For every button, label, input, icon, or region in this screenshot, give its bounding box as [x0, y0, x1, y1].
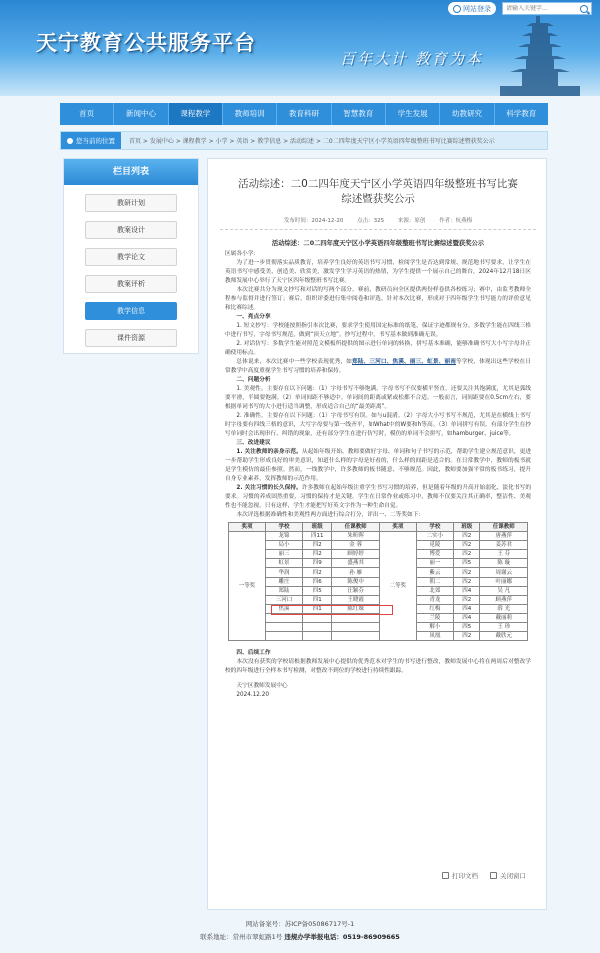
printer-icon	[442, 872, 449, 879]
table-cell: 孙 雁	[332, 568, 379, 577]
article-body	[225, 239, 531, 700]
site-header	[0, 0, 600, 96]
table-cell: 凤凰	[416, 632, 453, 641]
table-cell: 虹景	[266, 559, 303, 568]
icp-record: 网站备案号：苏ICP备05086717号-1	[245, 920, 355, 928]
paragraph: 1. 关注教师的亲身示范。从起始年级开始，教师要做好字母、单词和句子书写的示范，帮助学生建立规范意识，更进一步帮助学生形成良好的审美意识，知道什么样的字母是好看的，什么样的间距是适合的。在日常教学中，教师的板书就是学生模仿的最佳参照。然而，一线教学中，许多教师的板书随意、不够规范。因此，教师要加强平常的板书练习，提升自身专业素养，发挥教师的示范作用。	[225, 449, 532, 482]
section-heading: 三、改进建议	[236, 440, 271, 446]
col-header: 奖项	[229, 523, 266, 532]
article-tools	[442, 871, 526, 880]
table-cell: 丽三	[266, 550, 303, 559]
nav-item-preschool[interactable]: 幼教研究	[440, 103, 494, 125]
awards-table	[228, 522, 528, 641]
table-cell: 四1	[303, 595, 332, 604]
table-row	[229, 532, 528, 541]
sidebar-item-plan[interactable]: 教研计划	[85, 194, 177, 212]
location-label: 您当前的位置	[61, 132, 121, 149]
table-cell: 顾婷婷	[332, 550, 379, 559]
table-cell: 四2	[453, 568, 480, 577]
table-cell: 四9	[303, 559, 332, 568]
paragraph: 2. 准确性。主要存在以下问题：（1）字母书写有误。如与u混淆。（2）字母大小写书写不规范，尤其是在横线上书写时字母要有四线三格的意识，大写字母要与第一线齐平，如What中的W要和h等高。（3）单词拼写有误。有部分学生在抄写单词时会出现串行、纠错的现象，还有部分学生在进行仿写时，模仿的单词不会拼写，如hamburger、juice等。	[225, 413, 531, 437]
print-button[interactable]: 打印文档	[442, 871, 478, 880]
paragraph: 2. 关注习惯的长久保持。许多教师在起始年级注重学生书写习惯的培养，但是随着年级的升高开始弱化、淡化书写的要求。习惯的养成固然重要，习惯的保持才是关键。学生在日常作业或练习中，教师不仅要关注其正确率，整洁性、美观性也不能忽视。只有这样，学生才能把写好英文字作为一种生命自觉。	[225, 485, 532, 509]
table-cell: 叶丽娜	[480, 577, 528, 586]
breadcrumb[interactable]: 首页 > 发展中心 > 课程教学 > 小学 > 英语 > 教学信息 > 活动综述 > 二0二四年度天宁区小学英语四年级整班书写比赛综述暨获奖公示	[129, 138, 495, 145]
table-cell: 华润	[266, 568, 303, 577]
table-cell: 唐燕萍	[480, 532, 528, 541]
col-header: 学校	[266, 523, 303, 532]
article-title: 活动综述：二0二四年度天宁区小学英语四年级整班书写比赛综述暨获奖公示	[238, 178, 518, 205]
col-header: 学校	[416, 523, 453, 532]
source: 来源：原创	[397, 218, 426, 224]
table-cell: 北郊	[416, 586, 453, 595]
table-cell: 四4	[453, 613, 480, 622]
table-cell: 四2	[303, 541, 332, 550]
paragraph: 本次评选根据准确性和美观性两方面进行综合打分，评出一、二等奖如下：	[236, 512, 425, 518]
login-link-label: 网站登录	[463, 4, 491, 13]
table-cell: 姜苏君	[480, 541, 528, 550]
table-cell: 顾燕萍	[480, 595, 528, 604]
table-cell	[303, 632, 332, 641]
table-cell: 四11	[303, 532, 332, 541]
table-cell: 丽一	[416, 559, 453, 568]
table-cell: 四4	[453, 604, 480, 613]
table-cell: 戴欣元	[480, 632, 528, 641]
sidebar-item-papers[interactable]: 教学论文	[85, 248, 177, 266]
table-row	[229, 577, 528, 586]
paragraph: 1. 美观性。主要存在以下问题：（1）字母书写不够饱满。字母书写不仅要横平竖直，还要关注其饱满度，尤其是弧线要平滑，半圆要饱满。（2）单词间距不够适中。单词间的距离或紧或松都不合适。一般而言，词间距要在0.5cm左右，要根据单词书写的大小进行适当调整，形成适合自己的“最美距离”。	[225, 386, 531, 410]
table-cell: 龙锦	[266, 532, 303, 541]
table-cell: 金 蓉	[332, 541, 379, 550]
author: 作者：杭燕梅	[439, 218, 473, 224]
highlight-box	[271, 605, 393, 615]
nav-item-teaching[interactable]: 课程教学	[169, 103, 223, 125]
pagoda-icon	[500, 14, 580, 96]
contact-line: 联系地址：常州市翠虹路1号 违规办学举报电话：0519-86909665	[200, 933, 400, 941]
sidebar-item-info[interactable]: 教学信息	[85, 302, 177, 320]
nav-item-home[interactable]: 首页	[60, 103, 114, 125]
table-header-row	[229, 523, 528, 532]
table-cell: 陈红妹	[332, 604, 379, 613]
table-cell: 郑陆	[266, 586, 303, 595]
table-cell: 王晓霞	[332, 595, 379, 604]
table-cell: 汪颖芬	[332, 586, 379, 595]
table-cell: 觅陵	[416, 541, 453, 550]
paragraph: 1. 短文抄写：学校能按照指引本次比赛，要求学生使用国定标准的纸笔，保证字迹都规有分。多数学生能在四线三格中进行书写，字母书写规范，做到“顶天立地”。抄写过程中，书写基本做到准确无误。	[225, 323, 531, 338]
table-cell: 周谢云	[480, 568, 528, 577]
paragraph: 2. 对话仿写：多数学生能对照范文模板所提供的图示进行单词的转换，拼写基本准确，能够准确书写大小写字母并正确使用标点。	[225, 341, 531, 356]
table-cell: 四4	[453, 586, 480, 595]
location-bar	[60, 131, 548, 150]
table-cell: 青龙	[416, 595, 453, 604]
table-cell: 四1	[303, 604, 332, 613]
sidebar-item-lesson-design[interactable]: 教案设计	[85, 221, 177, 239]
table-cell: 四2	[453, 532, 480, 541]
table-cell: 四2	[453, 577, 480, 586]
nav-item-news[interactable]: 新闻中心	[114, 103, 168, 125]
table-cell	[266, 632, 303, 641]
hit-count: 点击：325	[357, 218, 385, 224]
sidebar	[63, 158, 199, 354]
article-subtitle: 活动综述：二0二四年度天宁区小学英语四年级整班书写比赛综述暨获奖公示	[271, 240, 485, 247]
divider	[220, 229, 536, 230]
table-row	[229, 595, 528, 604]
sidebar-item-courseware[interactable]: 课件资源	[85, 329, 177, 347]
table-cell: 朱昕晖	[332, 532, 379, 541]
table-cell: 解小	[416, 623, 453, 632]
first-prize-cell: 一等奖	[229, 532, 266, 641]
table-row	[229, 541, 528, 550]
paragraph: 本次比赛共分为现文抄写和对话的写两个部分。赛前，教研员向全区提供两份样卷供各校练习；赛中，由监考教师全程参与监督并进行签订；赛后，组织评委进行集中阅卷和评选。针对本次比赛，形成对于四年级学生书写能力的评价意见和比赛综述。	[225, 287, 531, 311]
table-cell: 红梅	[416, 604, 453, 613]
nav-item-training[interactable]: 教师培训	[223, 103, 277, 125]
table-cell: 王 芬	[480, 550, 528, 559]
nav-item-science[interactable]: 科学教育	[506, 109, 537, 118]
table-cell: 四2	[453, 595, 480, 604]
paragraph: 为了进一步贯彻落实品质教育，培养学生良好的英语书写习惯，检阅学生是否达到常规、规范地书写要求，让学生在英语书写中感受美、创造美、欣赏美，激发学生学习英语的热情，为学生提供一个展示自己的舞台，2024年12月18日区教师发展中心举行了天宁区四年级整班书写比赛。	[225, 260, 531, 284]
table-cell: 四2	[453, 632, 480, 641]
login-link[interactable]	[448, 2, 496, 15]
article	[207, 158, 547, 910]
table-cell: 戴丽莉	[480, 613, 528, 622]
nav-item-students[interactable]: 学生发展	[386, 103, 440, 125]
col-header: 班级	[303, 523, 332, 532]
table-row	[229, 550, 528, 559]
sidebar-item-review[interactable]: 教案评析	[85, 275, 177, 293]
table-cell: 局小	[266, 541, 303, 550]
table-cell: 陈 璇	[480, 559, 528, 568]
close-window-button[interactable]: 关闭窗口	[490, 871, 526, 880]
col-header: 任课教师	[480, 523, 528, 532]
nav-item-smart-edu[interactable]: 智慧教育	[332, 103, 386, 125]
table-cell: 三河口	[266, 595, 303, 604]
table-row	[229, 623, 528, 632]
publish-date: 发布时间：2024-12-20	[283, 218, 344, 224]
col-header: 班级	[453, 523, 480, 532]
section-heading: 四、后续工作	[236, 650, 271, 657]
page-footer	[0, 918, 600, 944]
table-cell: 四2	[303, 568, 332, 577]
table-row	[229, 586, 528, 595]
table-cell: 博爱	[416, 550, 453, 559]
table-cell: 盛燕其	[332, 559, 379, 568]
table-cell	[332, 632, 379, 641]
paragraph: 总体说来，本次比赛中一些学校表现优秀，如郑陆、三河口、焦溪、丽三、虹景、丽南等学校，体现出这些学校在日常教学中高度重视学生书写习惯的培养和保持。	[225, 359, 532, 374]
sidebar-title: 栏目列表	[64, 159, 198, 185]
table-cell: 吴 凡	[480, 586, 528, 595]
table-cell	[266, 623, 303, 632]
search-input[interactable]	[506, 5, 580, 12]
table-cell: 紫云	[416, 568, 453, 577]
table-cell: 四5	[453, 623, 480, 632]
table-cell: 四6	[303, 577, 332, 586]
table-cell: 四2	[303, 550, 332, 559]
site-title: 天宁教育公共服务平台	[36, 30, 256, 55]
second-prize-cell: 二等奖	[379, 532, 416, 641]
table-cell: 王 珍	[480, 623, 528, 632]
sign-date: 2024.12.20	[236, 692, 269, 699]
table-cell: 四2	[453, 550, 480, 559]
table-cell: 二实小	[416, 532, 453, 541]
col-header: 任课教师	[332, 523, 379, 532]
table-row	[229, 568, 528, 577]
table-cell: 四5	[453, 559, 480, 568]
search-icon[interactable]	[580, 5, 588, 13]
col-header: 奖项	[379, 523, 416, 532]
section-heading: 二、问题分析	[236, 377, 271, 383]
article-meta	[208, 216, 548, 224]
paragraph: 本次没有获奖的学校请根据教师发展中心提供的优秀范本对学生的书写进行整改，教师发展中心将在两周后对整改学校的四年级进行全样本书写检测，对整改不到位的学校进行持续性跟踪。	[225, 659, 531, 675]
nav-item-research[interactable]: 教育科研	[277, 103, 331, 125]
table-cell: 四5	[303, 586, 332, 595]
user-icon	[453, 5, 461, 13]
table-cell	[332, 623, 379, 632]
slogan: 百年大计 教育为本	[340, 50, 483, 68]
table-cell: 四2	[453, 541, 480, 550]
table-cell: 兰陵	[416, 613, 453, 622]
main-nav	[60, 103, 548, 125]
table-cell: 雕庄	[266, 577, 303, 586]
table-row	[229, 559, 528, 568]
sign-org: 天宁区教师发展中心	[236, 683, 288, 690]
section-heading: 一、亮点分享	[236, 314, 271, 320]
salutation: 区属各小学：	[225, 251, 260, 257]
table-cell: 焦溪	[266, 604, 303, 613]
table-cell: 朝二	[416, 577, 453, 586]
table-cell	[303, 623, 332, 632]
table-row	[229, 632, 528, 641]
location-pin-icon	[67, 138, 73, 144]
close-icon	[490, 872, 497, 879]
table-cell: 薛 光	[480, 604, 528, 613]
table-cell: 陈俊中	[332, 577, 379, 586]
